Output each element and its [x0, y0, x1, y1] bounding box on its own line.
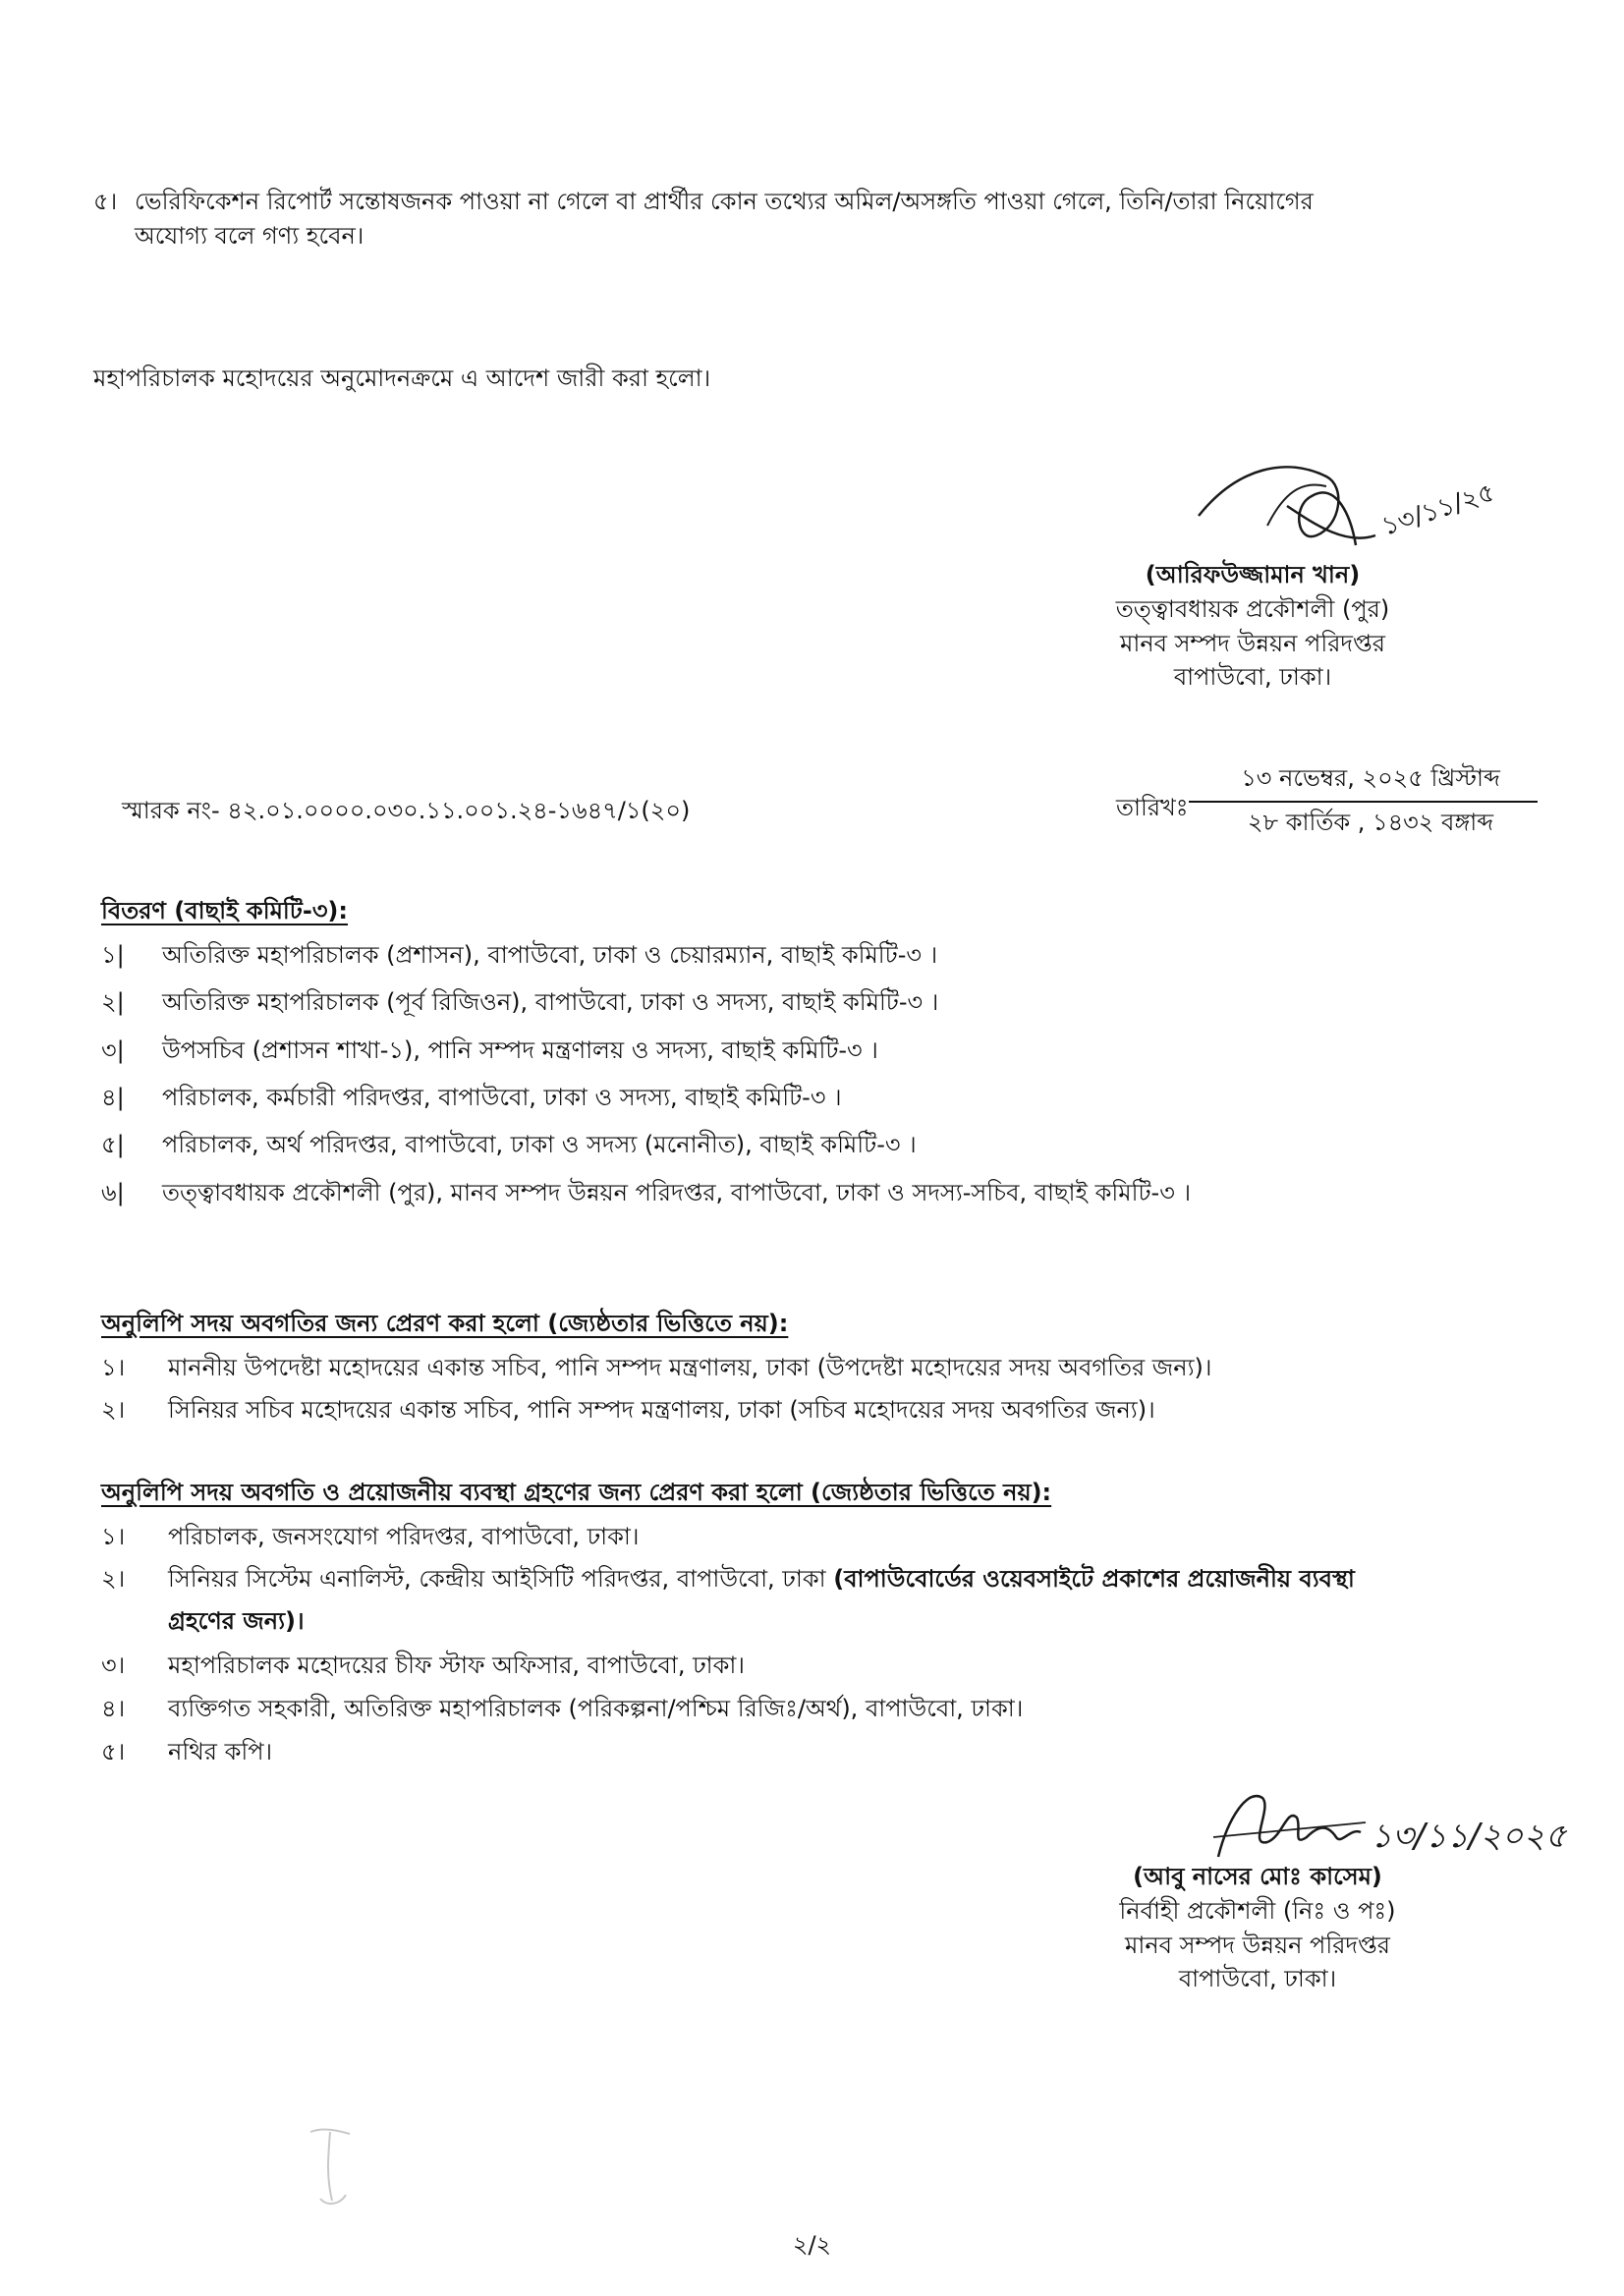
distribution-item-number: ৪|: [101, 1084, 125, 1111]
signatory-2-block: [1091, 1860, 1425, 1996]
signatory-1-designation: তত্ত্বাবধায়ক প্রকৌশলী (পুর): [1115, 594, 1390, 623]
signatory-1-block: [1091, 558, 1415, 695]
approval-line: মহাপরিচালক মহোদয়ের অনুমোদনক্রমে এ আদেশ জারী করা হলো।: [93, 364, 711, 392]
date-divider: [1189, 801, 1538, 803]
copy-action-item: [101, 1649, 745, 1683]
signatory-1-place: বাপাউবো, ঢাকা।: [1173, 663, 1332, 692]
copy-action-item: [101, 1692, 1023, 1726]
distribution-item-text: পরিচালক, কর্মচারী পরিদপ্তর, বাপাউবো, ঢাকা ও সদস্য, বাছাই কমিটি-৩ ।: [162, 1084, 842, 1111]
distribution-item-text: তত্ত্বাবধায়ক প্রকৌশলী (পুর), মানব সম্পদ উন্নয়ন পরিদপ্তর, বাপাউবো, ঢাকা ও সদস্য-সচিব, বাছাই কমিটি-৩ ।: [162, 1179, 1192, 1206]
distribution-item-number: ৬|: [101, 1179, 125, 1206]
copy-action-item-text: ব্যক্তিগত সহকারী, অতিরিক্ত মহাপরিচালক (পরিকল্পনা/পশ্চিম রিজিঃ/অর্থ), বাপাউবো, ঢাকা।: [168, 1695, 1024, 1722]
distribution-item: [101, 985, 938, 1020]
signatory-2-office: মানব সম্পদ উন্নয়ন পরিদপ্তর: [1125, 1931, 1390, 1959]
copy-action-item-number: ৪।: [101, 1695, 126, 1722]
copy-info-item-number: ২।: [101, 1396, 126, 1424]
signature-1-date: ১৩/১১/২৫: [1377, 477, 1499, 542]
copy-info-heading: অনুলিপি সদয় অবগতির জন্য প্রেরণ করা হলো (জ্যেষ্ঠতার ভিত্তিতে নয়):: [101, 1310, 789, 1337]
copy-info-item-text: মাননীয় উপদেষ্টা মহোদয়ের একান্ত সচিব, পানি সম্পদ মন্ত্রণালয়, ঢাকা (উপদেষ্টা মহোদয়ের সদয় অবগতির জন্য)।: [168, 1354, 1212, 1381]
distribution-item-text: অতিরিক্ত মহাপরিচালক (পূর্ব রিজিওন), বাপাউবো, ঢাকা ও সদস্য, বাছাই কমিটি-৩ ।: [162, 988, 939, 1016]
copy-action-item-bold-note: (বাপাউবোর্ডের ওয়েবসাইটে প্রকাশের প্রয়োজনীয় ব্যবস্থা: [833, 1565, 1355, 1593]
page-number: ২/২: [792, 2231, 832, 2259]
copy-action-item-text: সিনিয়র সিস্টেম এনালিস্ট, কেন্দ্রীয় আইসিটি পরিদপ্তর, বাপাউবো, ঢাকা: [168, 1565, 826, 1593]
copy-action-item: [101, 1520, 639, 1554]
date-bangla: ২৮ কার্তিক , ১৪৩২ বঙ্গাব্দ: [1247, 809, 1494, 836]
copy-info-item-number: ১।: [101, 1354, 126, 1381]
distribution-item-number: ৫|: [101, 1131, 125, 1158]
copy-action-heading: অনুলিপি সদয় অবগতি ও প্রয়োজনীয় ব্যবস্থা গ্রহণের জন্য প্রেরণ করা হলো (জ্যেষ্ঠতার ভিত্তিতে নয়):: [101, 1479, 1052, 1506]
copy-action-item: [101, 1562, 1355, 1596]
copy-action-item-number: ৫।: [101, 1738, 126, 1765]
clause-5-line2: অযোগ্য বলে গণ্য হবেন।: [135, 221, 364, 250]
copy-action-item-bold-note-cont: গ্রহণের জন্য)।: [168, 1607, 305, 1635]
date-gregorian: ১৩ নভেম্বর, ২০২৫ খ্রিস্টাব্দ: [1241, 764, 1500, 792]
clause-5-text: ভেরিফিকেশন রিপোর্ট সন্তোষজনক পাওয়া না গেলে বা প্রার্থীর কোন তথ্যের অমিল/অসঙ্গতি পাওয়া গেলে, তিনি/তারা নিয়োগের: [135, 188, 1314, 215]
distribution-item-text: পরিচালক, অর্থ পরিদপ্তর, বাপাউবো, ঢাকা ও সদস্য (মনোনীত), বাছাই কমিটি-৩ ।: [162, 1131, 917, 1158]
copy-action-item-text: পরিচালক, জনসংযোগ পরিদপ্তর, বাপাউবো, ঢাকা।: [168, 1523, 640, 1550]
clause-5-number: ৫।: [93, 188, 118, 215]
distribution-item-number: ২|: [101, 988, 125, 1016]
copy-action-item-number: ২।: [101, 1565, 126, 1593]
faint-pencil-mark: [303, 2122, 362, 2211]
distribution-heading: বিতরণ (বাছাই কমিটি-৩):: [101, 897, 348, 924]
date-label: তারিখঃ: [1116, 794, 1189, 821]
distribution-item-number: ১|: [101, 941, 125, 969]
copy-action-item-number: ৩।: [101, 1652, 126, 1679]
memo-number: স্মারক নং- ৪২.০১.০০০০.০৩০.১১.০০১.২৪-১৬৪৭/১(২০): [122, 797, 691, 824]
copy-action-item-number: ১।: [101, 1523, 126, 1550]
distribution-item: [101, 1081, 842, 1115]
distribution-item: [101, 938, 937, 973]
clause-5: [93, 185, 1538, 253]
copy-action-item: [101, 1735, 272, 1769]
distribution-item-text: উপসচিব (প্রশাসন শাখা-১), পানি সম্পদ মন্ত্রণালয় ও সদস্য, বাছাই কমিটি-৩ ।: [162, 1036, 878, 1064]
signatory-2-designation: নির্বাহী প্রকৌশলী (নিঃ ও পঃ): [1119, 1896, 1396, 1925]
copy-info-item: [101, 1393, 1155, 1428]
clause-5-line1: [93, 185, 1538, 219]
distribution-item: [101, 1176, 1191, 1210]
distribution-item: [101, 1034, 878, 1068]
signatory-2-place: বাপাউবো, ঢাকা।: [1178, 1965, 1337, 1993]
copy-action-item-text: নথির কপি।: [168, 1738, 273, 1765]
signature-2-date: ১৩/১১/২০২৫: [1371, 1817, 1567, 1856]
copy-action-item-text: মহাপরিচালক মহোদয়ের চীফ স্টাফ অফিসার, বাপাউবো, ঢাকা।: [168, 1652, 745, 1679]
signatory-2-name: (আবু নাসের মোঃ কাসেম): [1133, 1863, 1382, 1890]
signatory-1-name: (আরিফউজ্জামান খান): [1145, 561, 1361, 588]
signature-1-image: [1179, 447, 1499, 575]
copy-info-item: [101, 1351, 1212, 1385]
distribution-item-number: ৩|: [101, 1036, 125, 1064]
copy-info-item-text: সিনিয়র সচিব মহোদয়ের একান্ত সচিব, পানি সম্পদ মন্ত্রণালয়, ঢাকা (সচিব মহোদয়ের সদয় অবগতির জন্য)।: [168, 1396, 1155, 1424]
distribution-item: [101, 1128, 917, 1162]
distribution-item-text: অতিরিক্ত মহাপরিচালক (প্রশাসন), বাপাউবো, ঢাকা ও চেয়ারম্যান, বাছাই কমিটি-৩ ।: [162, 941, 938, 969]
signatory-1-office: মানব সম্পদ উন্নয়ন পরিদপ্তর: [1120, 629, 1385, 657]
